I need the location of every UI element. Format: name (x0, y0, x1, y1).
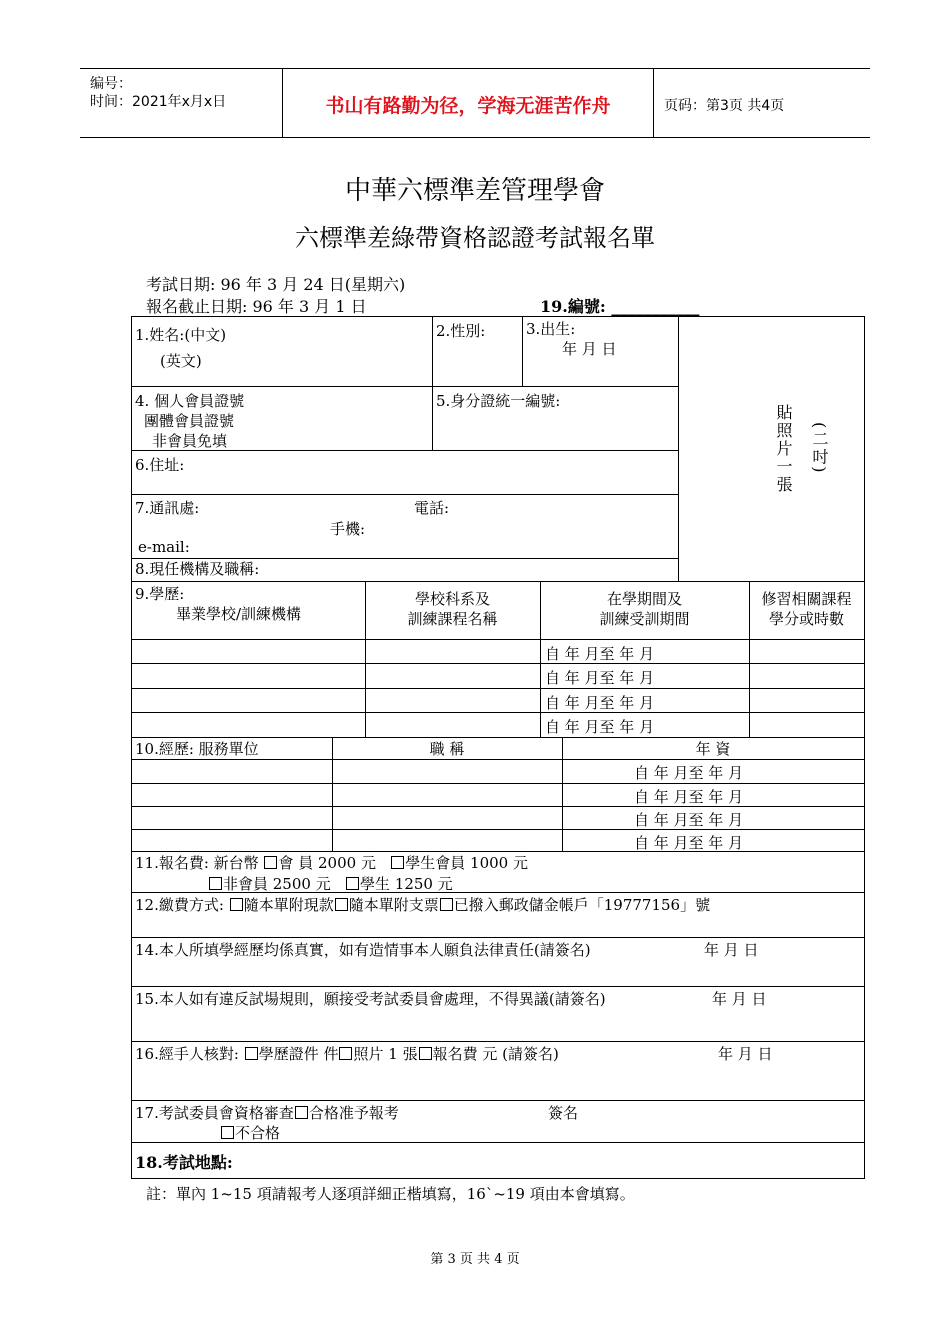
photo-placeholder: 貼照片一張 (774, 404, 793, 494)
page-footer: 第 3 页 共 4 页 (430, 1252, 520, 1267)
payment-postal-label: 已撥入郵政儲金帳戶「19777156」號 (453, 896, 711, 914)
fee-non-member-checkbox[interactable] (209, 877, 222, 890)
education-label: 9.學歷: (135, 585, 185, 603)
page-title: 中華六標準差管理學會 (344, 176, 605, 206)
name-field[interactable]: 1.姓名:(中文) (135, 326, 227, 344)
payment-cash-checkbox[interactable] (230, 898, 243, 911)
page-label: 页码：第3页 共4页 (664, 98, 785, 114)
payment-check-checkbox[interactable] (335, 898, 348, 911)
payment-cash-label: 隨本單附現款 (243, 896, 334, 914)
education-col-period-2: 訓練受訓期間 (599, 610, 690, 628)
fee-member-checkbox[interactable] (264, 856, 277, 869)
declaration-truth-date: 年 月 日 (704, 941, 759, 959)
motto: 书山有路勤为径，学海无涯苦作舟 (325, 95, 611, 117)
verify-fee-checkbox[interactable] (419, 1047, 432, 1060)
experience-label: 10.經歷: 服務單位 (135, 740, 259, 758)
payment-check-label: 隨本單附支票 (348, 896, 439, 914)
verify-diploma-checkbox[interactable] (245, 1047, 258, 1060)
photo-size: (二吋) (810, 422, 829, 475)
education-col-dept: 學校科系及 (414, 590, 490, 608)
declaration-truth[interactable]: 14.本人所填學經歷均係真實，如有造情事本人願負法律責任(請簽名) (135, 941, 591, 959)
fee-non-member-label: 非會員 2500 元 (223, 875, 331, 893)
experience-period-row[interactable]: 自 年 月至 年 月 (634, 764, 744, 782)
education-col-credits: 修習相關課程 (761, 590, 852, 608)
header-page-cell (654, 69, 870, 137)
review-fail-label: 不合格 (235, 1124, 281, 1142)
birth-ymd: 年 月 日 (562, 340, 617, 358)
verify-diploma-label: 學歷證件 件 (258, 1045, 339, 1063)
organization-field[interactable]: 8.現任機構及職稱: (135, 560, 260, 578)
id-number-field[interactable]: 5.身分證統一編號: (436, 392, 561, 410)
declaration-rules-date: 年 月 日 (712, 990, 767, 1008)
experience-col-title: 職 稱 (429, 740, 465, 758)
experience-period-row[interactable]: 自 年 月至 年 月 (634, 834, 744, 852)
exam-date: 考試日期: 96 年 3 月 24 日(星期六) (146, 275, 406, 294)
member-no-field[interactable]: 4. 個人會員證號 (135, 392, 245, 410)
education-period-row[interactable]: 自 年 月至 年 月 (545, 645, 655, 663)
review-sign: 簽名 (548, 1104, 579, 1122)
education-period-row[interactable]: 自 年 月至 年 月 (545, 694, 655, 712)
education-col-credits-2: 學分或時數 (768, 610, 844, 628)
verify-row (135, 1043, 559, 1064)
declaration-rules[interactable]: 15.本人如有違反試場規則，願接受考試委員會處理，不得異議(請簽名) (135, 990, 606, 1008)
review-row (135, 1102, 399, 1123)
deadline: 報名截止日期: 96 年 3 月 1 日 (146, 297, 367, 316)
experience-col-years: 年 資 (695, 740, 731, 758)
review-fail-checkbox[interactable] (221, 1126, 234, 1139)
payment-row (135, 894, 710, 915)
education-period-row[interactable]: 自 年 月至 年 月 (545, 669, 655, 687)
verify-date: 年 月 日 (718, 1045, 773, 1063)
document-header (80, 68, 870, 138)
mobile-field[interactable]: 手機: (330, 520, 366, 538)
payment-postal-checkbox[interactable] (440, 898, 453, 911)
header-motto-cell (283, 69, 654, 137)
review-label: 17.考試委員會資格審查 (135, 1104, 294, 1122)
birth-field[interactable]: 3.出生: (526, 320, 576, 338)
exam-venue: 18.考試地點: (135, 1153, 233, 1172)
fee-student-label: 學生 1250 元 (360, 875, 453, 893)
serial-number: 19.編號: ___________ (540, 297, 700, 316)
contact-field[interactable]: 7.通訊處: (135, 499, 200, 517)
education-period-row[interactable]: 自 年 月至 年 月 (545, 718, 655, 736)
number-label: 编号： (90, 76, 132, 92)
verify-fee-label: 報名費 元 (請簽名) (432, 1045, 559, 1063)
fee-student-member-checkbox[interactable] (391, 856, 404, 869)
page-subtitle: 六標準差綠帶資格認證考試報名單 (295, 224, 655, 252)
group-member-no: 團體會員證號 (144, 412, 235, 430)
education-col-dept-2: 訓練課程名稱 (407, 610, 498, 628)
review-pass-checkbox[interactable] (295, 1106, 308, 1119)
gender-field[interactable]: 2.性別: (436, 322, 486, 340)
fee-student-checkbox[interactable] (346, 877, 359, 890)
review-pass-label: 合格准予報考 (308, 1104, 399, 1122)
phone-field[interactable]: 電話: (414, 499, 450, 517)
education-col-school: 畢業學校/訓練機構 (176, 605, 302, 623)
experience-period-row[interactable]: 自 年 月至 年 月 (634, 811, 744, 829)
time-label: 时间：2021年x月x日 (90, 94, 227, 110)
fee-row-2 (208, 873, 453, 894)
form-note: 註：單內 1~15 項請報考人逐項詳細正楷填寫，16`~19 項由本會填寫。 (146, 1185, 635, 1203)
fee-member-label: 會 員 2000 元 (278, 854, 376, 872)
address-field[interactable]: 6.住址: (135, 456, 185, 474)
verify-photo-checkbox[interactable] (339, 1047, 352, 1060)
fee-label: 11.報名費: 新台幣 (135, 854, 259, 872)
fee-row (135, 852, 528, 873)
experience-period-row[interactable]: 自 年 月至 年 月 (634, 788, 744, 806)
fee-student-member-label: 學生會員 1000 元 (405, 854, 528, 872)
name-en-field[interactable]: (英文) (160, 352, 202, 370)
email-field[interactable]: e-mail: (138, 538, 190, 556)
payment-label: 12.繳費方式: (135, 896, 224, 914)
review-fail-row (220, 1122, 280, 1143)
header-meta (80, 69, 283, 137)
verify-photo-label: 照片 1 張 (353, 1045, 418, 1063)
education-col-period: 在學期間及 (606, 590, 682, 608)
non-member-note: 非會員免填 (152, 432, 228, 450)
verify-label: 16.經手人核對: (135, 1045, 239, 1063)
